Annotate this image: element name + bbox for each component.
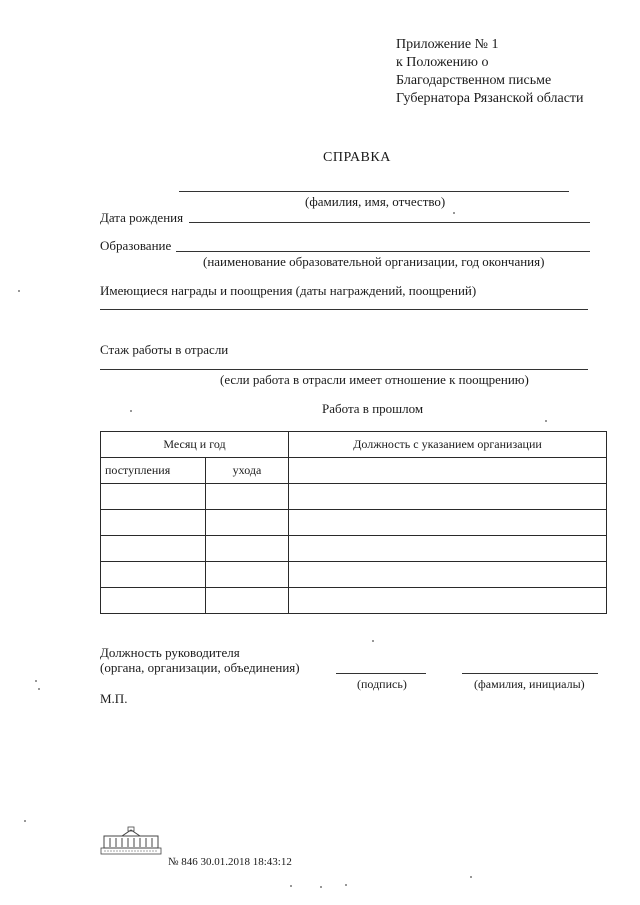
end-cell[interactable]	[206, 588, 289, 614]
position-cell[interactable]	[289, 536, 607, 562]
awards-line	[100, 309, 588, 310]
table-row	[101, 484, 607, 510]
scan-speck	[35, 680, 37, 682]
scan-speck	[38, 688, 40, 690]
position-cell[interactable]	[289, 588, 607, 614]
registration-stamp: № 846 30.01.2018 18:43:12	[168, 856, 292, 868]
signature-caption: (подпись)	[357, 677, 407, 691]
appendix-header	[396, 36, 584, 108]
end-header: ухода	[206, 458, 289, 484]
start-cell[interactable]	[101, 484, 206, 510]
end-cell[interactable]	[206, 484, 289, 510]
end-cell[interactable]	[206, 510, 289, 536]
document-title: СПРАВКА	[323, 150, 391, 165]
fio-line	[179, 191, 569, 192]
stamp-place-label: М.П.	[100, 691, 128, 706]
table-row	[101, 562, 607, 588]
end-cell[interactable]	[206, 562, 289, 588]
month-year-header: Месяц и год	[101, 432, 289, 458]
appendix-line-1: Приложение № 1	[396, 37, 499, 52]
education-line	[176, 251, 590, 252]
scan-speck	[130, 410, 132, 412]
position-cell[interactable]	[289, 484, 607, 510]
fio-caption: (фамилия, имя, отчество)	[305, 194, 446, 209]
education-caption: (наименование образовательной организации, год окончания)	[203, 254, 545, 269]
scan-speck	[18, 290, 20, 292]
position-subheader-cell	[289, 458, 607, 484]
birth-date-label: Дата рождения	[100, 210, 184, 225]
birth-date-line	[189, 222, 590, 223]
work-history-table	[100, 431, 607, 614]
position-cell[interactable]	[289, 562, 607, 588]
signature-line	[336, 673, 426, 674]
table-row	[101, 510, 607, 536]
scan-speck	[453, 212, 455, 214]
head-position-label: Должность руководителя	[100, 645, 240, 660]
name-caption: (фамилия, инициалы)	[474, 677, 585, 691]
appendix-line-2: к Положению о	[396, 55, 489, 70]
scan-speck	[372, 640, 374, 642]
work-history-heading: Работа в прошлом	[322, 401, 424, 416]
scan-speck	[24, 820, 26, 822]
start-cell[interactable]	[101, 562, 206, 588]
table-row	[101, 588, 607, 614]
experience-line	[100, 369, 588, 370]
start-cell[interactable]	[101, 510, 206, 536]
name-line	[462, 673, 598, 674]
table-subheader-row	[101, 458, 607, 484]
position-cell[interactable]	[289, 510, 607, 536]
position-header: Должность с указанием организации	[289, 432, 607, 458]
awards-label: Имеющиеся награды и поощрения (даты награждений, поощрений)	[100, 283, 477, 298]
appendix-line-4: Губернатора Рязанской области	[396, 91, 584, 106]
table-row	[101, 536, 607, 562]
start-cell[interactable]	[101, 588, 206, 614]
table-header-row	[101, 432, 607, 458]
end-cell[interactable]	[206, 536, 289, 562]
start-header: поступления	[101, 458, 206, 484]
experience-label: Стаж работы в отрасли	[100, 342, 229, 357]
scan-speck	[545, 420, 547, 422]
education-label: Образование	[100, 238, 172, 253]
experience-caption: (если работа в отрасли имеет отношение к поощрению)	[220, 372, 529, 387]
scan-speck	[470, 876, 472, 878]
appendix-line-3: Благодарственном письме	[396, 73, 552, 88]
scan-speck	[320, 886, 322, 888]
scan-speck	[290, 885, 292, 887]
head-organization-label: (органа, организации, объединения)	[100, 660, 300, 675]
building-logo-icon	[100, 826, 162, 861]
scan-speck	[345, 884, 347, 886]
start-cell[interactable]	[101, 536, 206, 562]
